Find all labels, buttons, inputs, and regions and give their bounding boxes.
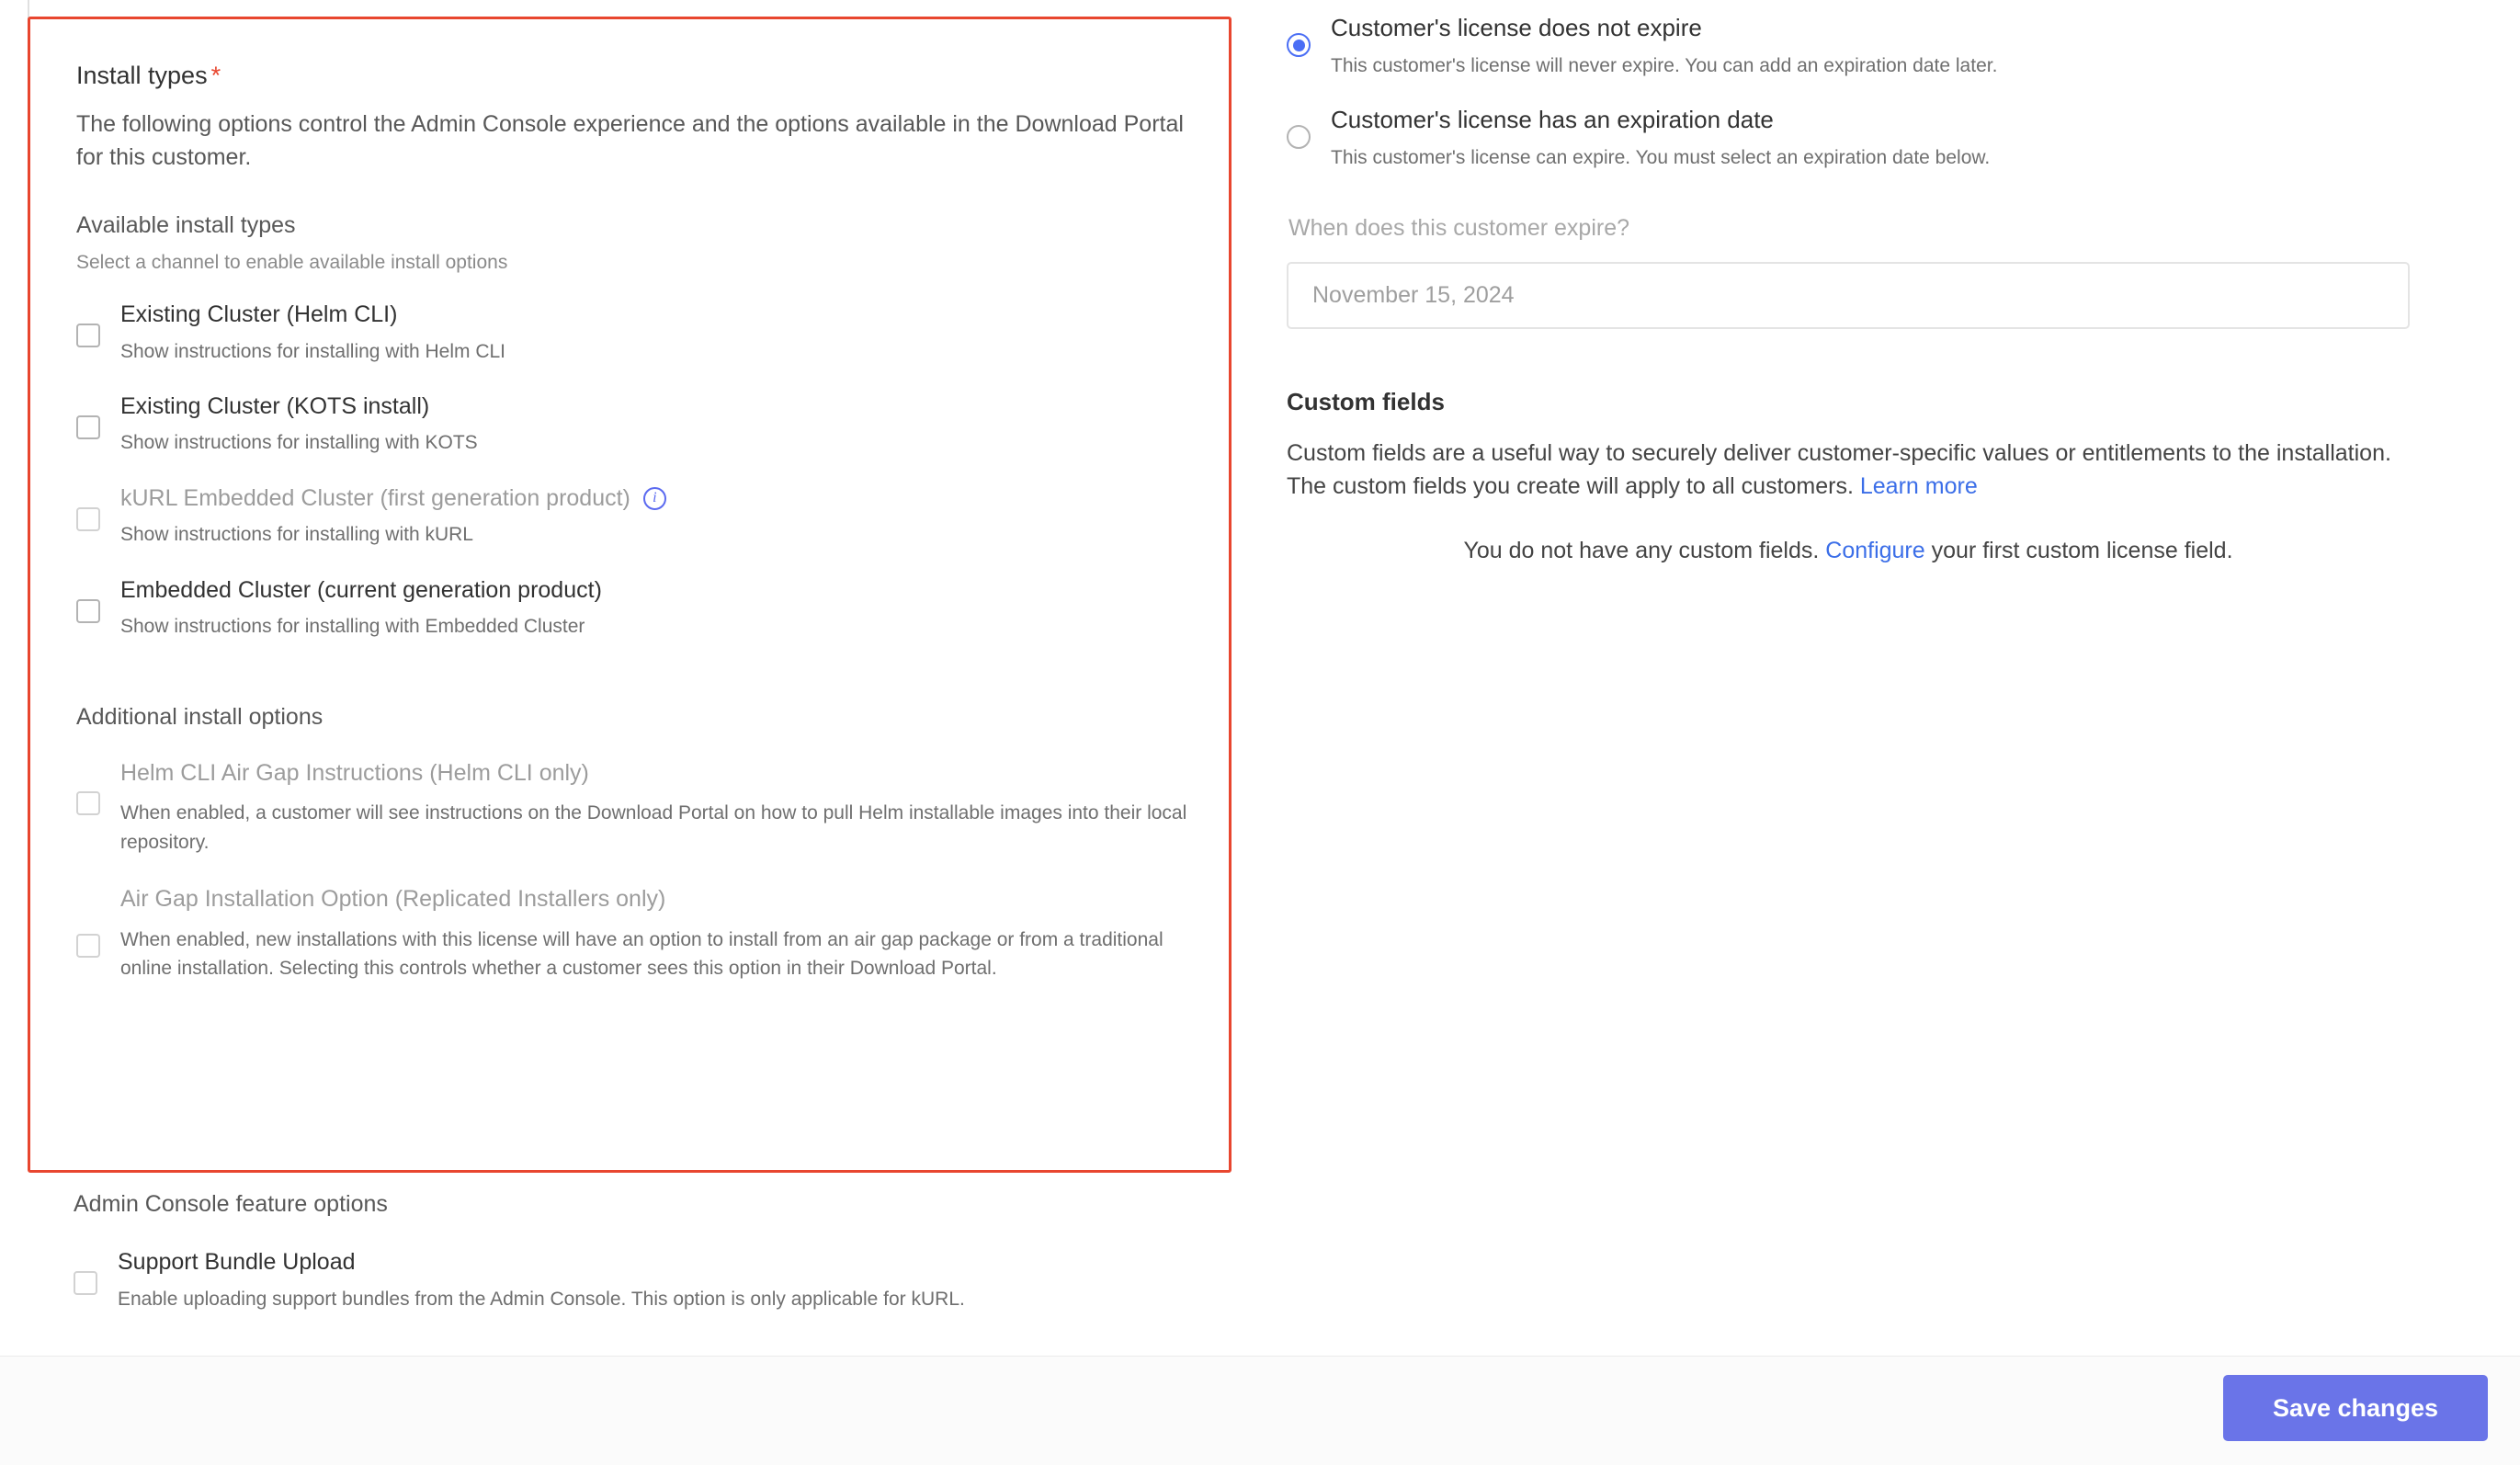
checkbox-embedded-cluster[interactable] — [76, 599, 100, 623]
additional-option-subtitle: When enabled, a customer will see instructions on the Download Portal on how to pull Helm installable images into their local repository. — [120, 802, 1187, 853]
install-option-label: Existing Cluster (KOTS install) — [120, 392, 430, 419]
install-option-subtitle: Show instructions for installing with Helm CLI — [120, 340, 505, 362]
install-option-label: kURL Embedded Cluster (first generation product) — [120, 484, 630, 511]
admin-console-option-text — [118, 1247, 1232, 1313]
info-icon[interactable]: i — [643, 487, 666, 510]
checkbox-helm-cli[interactable] — [76, 324, 100, 347]
additional-option-subtitle: When enabled, new installations with this license will have an option to install from an air gap package or from a traditional online installation. Selecting this controls whether a customer sees this option in their Download Portal. — [120, 928, 1164, 980]
install-option-subtitle: Show instructions for installing with Embedded Cluster — [120, 616, 585, 638]
custom-fields-title: Custom fields — [1287, 387, 1445, 415]
install-types-title: Install types — [76, 62, 208, 89]
expiration-option-text — [1331, 13, 1997, 77]
install-option-text — [120, 483, 1192, 550]
available-install-types-hint: Select a channel to enable available install options — [76, 252, 508, 273]
additional-option-text — [120, 884, 1192, 983]
radio-license-does-not-expire[interactable] — [1287, 33, 1311, 57]
expiration-option-subtitle: This customer's license will never expire. You can add an expiration date later. — [1331, 54, 1998, 76]
custom-fields-empty-state — [1287, 538, 2410, 564]
expiration-date-placeholder: November 15, 2024 — [1312, 281, 1515, 308]
expiration-option-title: Customer's license has an expiration date — [1331, 105, 1774, 133]
footer-bar — [0, 1356, 2520, 1465]
install-option-kots[interactable] — [76, 392, 1192, 458]
install-option-subtitle: Show instructions for installing with kURL — [120, 524, 473, 546]
empty-state-text-before: You do not have any custom fields. — [1463, 538, 1826, 564]
custom-fields-description — [1287, 437, 2403, 504]
checkbox-helm-airgap — [76, 791, 100, 815]
page-title — [76, 62, 1192, 90]
install-option-embedded-cluster[interactable] — [76, 575, 1192, 642]
install-option-title — [120, 575, 1192, 606]
expiration-option-never[interactable] — [1287, 13, 2520, 77]
expiration-option-text — [1331, 105, 1990, 169]
admin-console-option-title: Support Bundle Upload — [118, 1249, 356, 1275]
checkbox-airgap-install — [76, 934, 100, 958]
install-option-text — [120, 575, 1192, 642]
expiration-option-title: Customer's license does not expire — [1331, 14, 1702, 41]
additional-option-text — [120, 758, 1192, 857]
additional-option-helm-airgap — [76, 758, 1192, 857]
expiration-date-label: When does this customer expire? — [1288, 214, 1630, 241]
required-marker: * — [210, 62, 221, 89]
expiration-date-input[interactable] — [1287, 262, 2410, 329]
install-option-title — [120, 392, 1192, 422]
right-column — [1287, 0, 2520, 564]
available-install-types-label: Available install types — [76, 212, 296, 238]
admin-console-option-subtitle: Enable uploading support bundles from the Admin Console. This option is only applicable for kURL. — [118, 1288, 965, 1310]
custom-fields-description-text: Custom fields are a useful way to securely deliver customer-specific values or entitlements to the installation. The custom fields you create will apply to all customers. — [1287, 439, 2391, 499]
additional-install-options-label: Additional install options — [76, 703, 324, 730]
expiration-option-has-date[interactable] — [1287, 105, 2520, 169]
install-option-label: Embedded Cluster (current generation product) — [120, 576, 602, 603]
radio-license-has-expiration-date[interactable] — [1287, 125, 1311, 149]
admin-console-option-support-bundle[interactable] — [74, 1247, 1232, 1313]
configure-link[interactable]: Configure — [1825, 538, 1925, 564]
install-types-section — [28, 17, 1232, 1173]
install-option-label: Existing Cluster (Helm CLI) — [120, 301, 398, 327]
checkbox-kots[interactable] — [76, 415, 100, 439]
admin-console-label: Admin Console feature options — [74, 1191, 388, 1217]
install-option-subtitle: Show instructions for installing with KOTS — [120, 432, 478, 454]
additional-option-airgap-install — [76, 884, 1192, 983]
checkbox-support-bundle-upload[interactable] — [74, 1271, 97, 1295]
admin-console-section — [28, 1191, 1232, 1313]
install-option-text — [120, 392, 1192, 458]
additional-option-title: Helm CLI Air Gap Instructions (Helm CLI only) — [120, 759, 589, 786]
checkbox-kurl — [76, 507, 100, 531]
empty-state-text-after: your first custom license field. — [1924, 538, 2233, 564]
save-button[interactable]: Save changes — [2223, 1375, 2488, 1441]
install-option-title — [120, 300, 1192, 330]
install-option-title — [120, 483, 1192, 514]
additional-option-title: Air Gap Installation Option (Replicated Installers only) — [120, 886, 666, 913]
install-types-description: The following options control the Admin Console experience and the options available in the Download Portal for this customer. — [76, 111, 1184, 170]
expiration-option-subtitle: This customer's license can expire. You must select an expiration date below. — [1331, 146, 1991, 168]
install-option-kurl — [76, 483, 1192, 550]
install-option-text — [120, 300, 1192, 366]
install-option-helm-cli[interactable] — [76, 300, 1192, 366]
learn-more-link[interactable]: Learn more — [1859, 472, 1978, 499]
